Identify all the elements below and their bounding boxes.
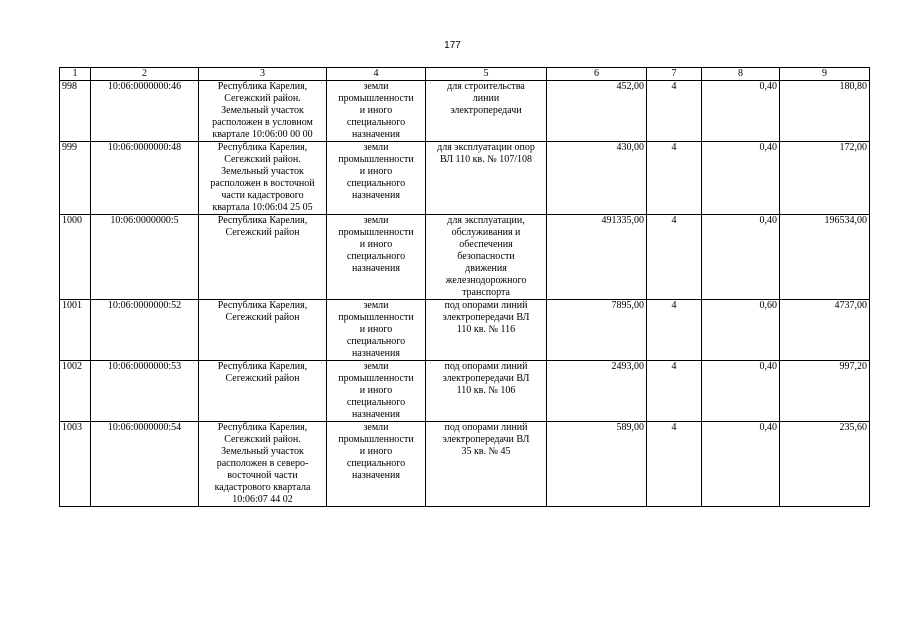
value-cell: 180,80	[780, 81, 870, 142]
cadastral-number-cell: 10:06:0000000:54	[91, 422, 199, 507]
area-cell: 430,00	[547, 142, 647, 215]
area-cell: 589,00	[547, 422, 647, 507]
rate-cell: 0,60	[702, 300, 780, 361]
land-category-cell: земли промышленности и иного специального назначения	[327, 422, 426, 507]
value-cell: 4737,00	[780, 300, 870, 361]
land-category-cell: земли промышленности и иного специального назначения	[327, 215, 426, 300]
cadastral-number-cell: 10:06:0000000:52	[91, 300, 199, 361]
column-header: 5	[426, 68, 547, 81]
land-category-cell: земли промышленности и иного специального назначения	[327, 361, 426, 422]
area-cell: 491335,00	[547, 215, 647, 300]
group-cell: 4	[647, 422, 702, 507]
cadastral-number-cell: 10:06:0000000:48	[91, 142, 199, 215]
table-row	[60, 422, 870, 507]
group-cell: 4	[647, 361, 702, 422]
area-cell: 452,00	[547, 81, 647, 142]
table-row	[60, 361, 870, 422]
row-number-cell: 999	[60, 142, 91, 215]
row-number-cell: 1002	[60, 361, 91, 422]
land-category-cell: земли промышленности и иного специального назначения	[327, 142, 426, 215]
group-cell: 4	[647, 300, 702, 361]
column-header: 2	[91, 68, 199, 81]
value-cell: 235,60	[780, 422, 870, 507]
cadastral-number-cell: 10:06:0000000:5	[91, 215, 199, 300]
permitted-use-cell: под опорами линий электропередачи ВЛ 110 кв. № 106	[426, 361, 547, 422]
rate-cell: 0,40	[702, 142, 780, 215]
land-category-cell: земли промышленности и иного специального назначения	[327, 81, 426, 142]
table-row	[60, 81, 870, 142]
header-row	[60, 68, 870, 81]
location-cell: Республика Карелия, Сегежский район. Земельный участок расположен в северо- восточной части кадастрового квартала 10:06:07 44 02	[199, 422, 327, 507]
table-row	[60, 215, 870, 300]
land-category-cell: земли промышленности и иного специального назначения	[327, 300, 426, 361]
column-header: 4	[327, 68, 426, 81]
column-header: 1	[60, 68, 91, 81]
column-header: 9	[780, 68, 870, 81]
group-cell: 4	[647, 81, 702, 142]
permitted-use-cell: для эксплуатации опор ВЛ 110 кв. № 107/108	[426, 142, 547, 215]
table-row	[60, 300, 870, 361]
row-number-cell: 1001	[60, 300, 91, 361]
group-cell: 4	[647, 142, 702, 215]
value-cell: 196534,00	[780, 215, 870, 300]
permitted-use-cell: для эксплуатации, обслуживания и обеспечения безопасности движения железнодорожного транспорта	[426, 215, 547, 300]
column-header: 3	[199, 68, 327, 81]
column-header: 6	[547, 68, 647, 81]
area-cell: 2493,00	[547, 361, 647, 422]
rate-cell: 0,40	[702, 422, 780, 507]
rate-cell: 0,40	[702, 215, 780, 300]
location-cell: Республика Карелия, Сегежский район	[199, 361, 327, 422]
row-number-cell: 1000	[60, 215, 91, 300]
cadastral-number-cell: 10:06:0000000:53	[91, 361, 199, 422]
group-cell: 4	[647, 215, 702, 300]
permitted-use-cell: под опорами линий электропередачи ВЛ 35 кв. № 45	[426, 422, 547, 507]
value-cell: 997,20	[780, 361, 870, 422]
location-cell: Республика Карелия, Сегежский район. Земельный участок расположен в условном квартале 10:06:00 00 00	[199, 81, 327, 142]
table-row	[60, 142, 870, 215]
rate-cell: 0,40	[702, 81, 780, 142]
page-number: 177	[444, 40, 461, 51]
column-header: 8	[702, 68, 780, 81]
location-cell: Республика Карелия, Сегежский район. Земельный участок расположен в восточной части кадастрового квартала 10:06:04 25 05	[199, 142, 327, 215]
land-registry-table	[59, 67, 870, 507]
row-number-cell: 1003	[60, 422, 91, 507]
permitted-use-cell: для строительства линии электропередачи	[426, 81, 547, 142]
rate-cell: 0,40	[702, 361, 780, 422]
location-cell: Республика Карелия, Сегежский район	[199, 300, 327, 361]
column-header: 7	[647, 68, 702, 81]
cadastral-number-cell: 10:06:0000000:46	[91, 81, 199, 142]
row-number-cell: 998	[60, 81, 91, 142]
area-cell: 7895,00	[547, 300, 647, 361]
location-cell: Республика Карелия, Сегежский район	[199, 215, 327, 300]
table-body	[60, 81, 870, 507]
permitted-use-cell: под опорами линий электропередачи ВЛ 110 кв. № 116	[426, 300, 547, 361]
value-cell: 172,00	[780, 142, 870, 215]
